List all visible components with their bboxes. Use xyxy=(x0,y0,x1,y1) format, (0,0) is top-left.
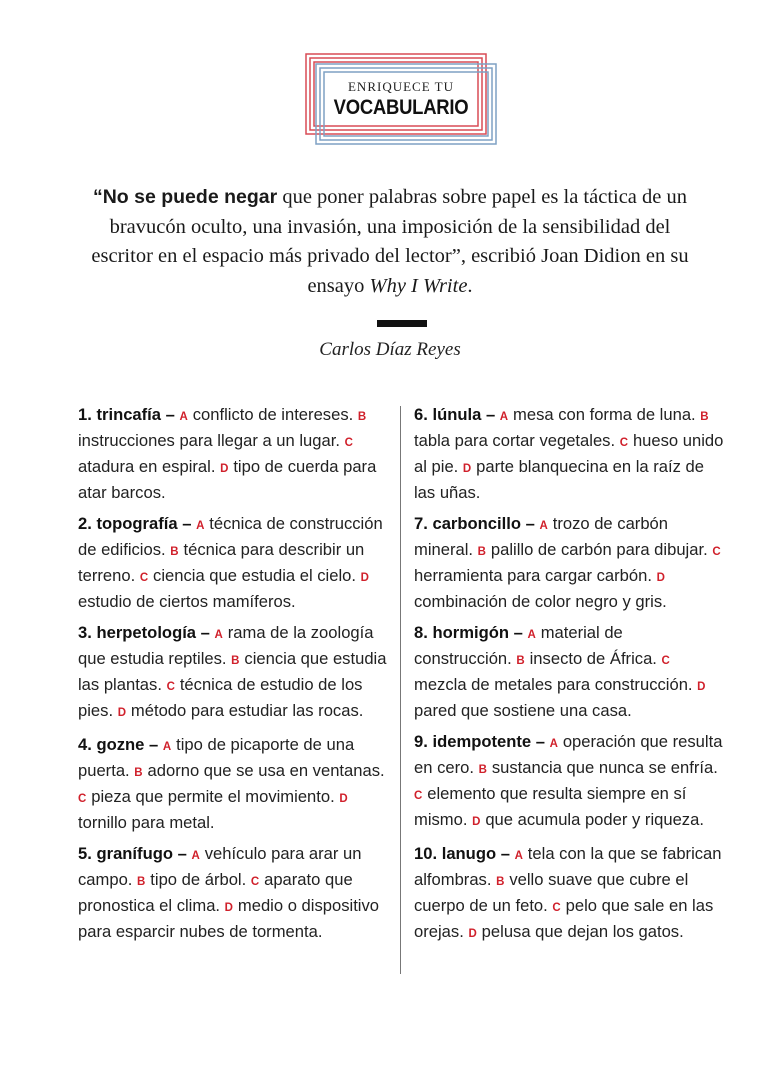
option-letter: D xyxy=(117,707,127,719)
item-dash: – xyxy=(521,514,535,533)
option-text: operación que resulta en cero. xyxy=(414,732,723,777)
option-text: tornillo para metal. xyxy=(78,813,215,832)
option-text: atadura en espiral. xyxy=(78,457,216,476)
option-letter: B xyxy=(170,546,179,558)
option-text: método para estudiar las rocas. xyxy=(130,701,364,720)
quiz-item xyxy=(414,403,724,504)
option-text: tabla para cortar vegetales. xyxy=(414,431,616,450)
option-text: pieza que permite el movimiento. xyxy=(91,787,335,806)
option-letter: B xyxy=(231,655,240,667)
item-number: 2. xyxy=(78,514,92,533)
option-text: material de construcción. xyxy=(414,623,623,668)
option-text: técnica de construcción de edificios. xyxy=(78,514,383,559)
option-text: rama de la zoología que estudia reptiles. xyxy=(78,623,374,668)
intro-lead: “No se puede negar xyxy=(92,186,278,208)
option-text: tela con la que se fabrican alfombras. xyxy=(414,844,722,889)
option-text: aparato que pronostica el clima. xyxy=(78,870,353,915)
header-kicker: ENRIQUECE TU xyxy=(347,79,454,94)
option-text: instrucciones para llegar a un lugar. xyxy=(78,431,340,450)
author-byline: Carlos Díaz Reyes xyxy=(319,339,461,360)
quiz-item xyxy=(414,730,724,834)
option-letter: B xyxy=(496,876,505,888)
option-letter: A xyxy=(162,741,172,753)
quiz-item xyxy=(78,733,390,834)
quiz-item xyxy=(78,403,390,504)
option-text: ciencia que estudia el cielo. xyxy=(153,566,356,585)
quiz-item xyxy=(78,512,390,613)
item-number: 3. xyxy=(78,623,92,642)
option-letter: D xyxy=(224,902,234,914)
option-letter: A xyxy=(196,520,205,532)
item-dash: – xyxy=(508,623,523,642)
option-text: palillo de carbón para dibujar. xyxy=(490,540,708,559)
option-letter: C xyxy=(552,902,562,914)
option-letter: C xyxy=(78,793,87,805)
intro-quote xyxy=(90,183,690,301)
item-word: lanugo xyxy=(441,844,497,863)
option-letter: C xyxy=(661,655,671,667)
item-number: 10. xyxy=(414,844,438,863)
item-word: granífugo xyxy=(96,844,173,863)
option-text: conflicto de intereses. xyxy=(192,405,354,424)
intro-text: que poner palabras sobre papel es la táctica de un bravucón oculto, una invasión, una imposición de la sensibilidad del escritor en el espacio más privado del lector”, escribió Joan Didion en su ensayo xyxy=(91,186,689,297)
column-divider xyxy=(400,406,401,974)
option-letter: D xyxy=(656,572,666,584)
item-dash: – xyxy=(161,405,175,424)
item-number: 4. xyxy=(78,735,92,754)
option-letter: D xyxy=(462,463,472,475)
item-dash: – xyxy=(172,844,187,863)
option-text: ciencia que estudia las plantas. xyxy=(78,649,387,694)
option-letter: D xyxy=(468,928,478,940)
option-letter: D xyxy=(220,463,229,475)
item-dash: – xyxy=(531,732,545,751)
item-word: herpetología xyxy=(96,623,197,642)
option-text: vello suave que cubre el cuerpo de un feto. xyxy=(414,870,689,915)
item-dash: – xyxy=(481,405,496,424)
option-text: parte blanquecina en la raíz de las uñas. xyxy=(414,457,705,502)
option-letter: B xyxy=(134,767,143,779)
option-text: trozo de carbón mineral. xyxy=(414,514,669,559)
option-letter: A xyxy=(514,850,524,862)
option-letter: C xyxy=(712,546,721,558)
item-number: 9. xyxy=(414,732,428,751)
option-letter: A xyxy=(499,411,509,423)
option-letter: A xyxy=(539,520,549,532)
option-text: tipo de picaporte de una puerta. xyxy=(78,735,355,780)
option-text: herramienta para cargar carbón. xyxy=(414,566,652,585)
option-text: pelusa que dejan los gatos. xyxy=(481,922,684,941)
item-word: carboncillo xyxy=(432,514,521,533)
section-header-badge xyxy=(305,53,497,145)
option-text: técnica de estudio de los pies. xyxy=(78,675,363,720)
option-text: tipo de cuerda para atar barcos. xyxy=(78,457,377,502)
item-number: 5. xyxy=(78,844,92,863)
option-text: pared que sostiene una casa. xyxy=(414,701,632,720)
option-text: mesa con forma de luna. xyxy=(513,405,696,424)
option-text: mezcla de metales para construcción. xyxy=(414,675,693,694)
option-letter: A xyxy=(527,629,537,641)
option-text: que acumula poder y riqueza. xyxy=(485,810,704,829)
option-letter: A xyxy=(214,629,224,641)
option-letter: B xyxy=(478,764,488,776)
option-text: tipo de árbol. xyxy=(150,870,247,889)
item-number: 7. xyxy=(414,514,428,533)
option-text: vehículo para arar un campo. xyxy=(78,844,362,889)
option-letter: C xyxy=(414,790,423,802)
option-letter: D xyxy=(339,793,348,805)
option-text: insecto de África. xyxy=(529,649,657,668)
item-dash: – xyxy=(496,844,510,863)
option-letter: B xyxy=(357,411,367,423)
item-number: 1. xyxy=(78,405,92,424)
option-letter: C xyxy=(344,437,354,449)
option-letter: A xyxy=(191,850,201,862)
item-number: 8. xyxy=(414,623,428,642)
option-text: hueso unido al pie. xyxy=(414,431,724,476)
item-word: idempotente xyxy=(432,732,532,751)
option-letter: D xyxy=(360,572,370,584)
header-title: VOCABULARIO xyxy=(333,96,469,119)
option-letter: C xyxy=(166,681,176,693)
option-text: sustancia que nunca se enfría. xyxy=(491,758,718,777)
option-text: combinación de color negro y gris. xyxy=(414,592,667,611)
option-letter: A xyxy=(549,738,559,750)
item-dash: – xyxy=(196,623,210,642)
item-word: lúnula xyxy=(432,405,482,424)
intro-end: . xyxy=(467,274,473,297)
item-word: trincafía xyxy=(96,405,162,424)
option-letter: A xyxy=(179,411,189,423)
quiz-item xyxy=(414,512,724,613)
section-rule xyxy=(377,320,427,327)
item-dash: – xyxy=(144,735,159,754)
quiz-item xyxy=(78,621,390,725)
item-number: 6. xyxy=(414,405,428,424)
quiz-item xyxy=(414,842,724,946)
option-letter: C xyxy=(139,572,149,584)
item-word: gozne xyxy=(96,735,145,754)
quiz-column-right xyxy=(414,403,724,954)
option-letter: B xyxy=(137,876,146,888)
option-letter: C xyxy=(250,876,260,888)
option-letter: B xyxy=(477,546,487,558)
option-letter: B xyxy=(516,655,525,667)
quiz-item xyxy=(78,842,390,943)
option-text: medio o dispositivo para esparcir nubes de tormenta. xyxy=(78,896,380,941)
option-text: técnica para describir un terreno. xyxy=(78,540,365,585)
option-letter: B xyxy=(700,411,709,423)
intro-work-title: Why I Write xyxy=(369,274,468,297)
item-word: topografía xyxy=(96,514,178,533)
option-text: adorno que se usa en ventanas. xyxy=(147,761,385,780)
option-letter: C xyxy=(619,437,629,449)
item-word: hormigón xyxy=(432,623,509,642)
option-text: estudio de ciertos mamíferos. xyxy=(78,592,296,611)
item-dash: – xyxy=(177,514,192,533)
quiz-column-left xyxy=(78,403,390,951)
option-text: elemento que resulta siempre en sí mismo. xyxy=(414,784,687,829)
option-text: pelo que sale en las orejas. xyxy=(414,896,714,941)
option-letter: D xyxy=(472,816,481,828)
quiz-item xyxy=(414,621,724,722)
option-letter: D xyxy=(697,681,706,693)
